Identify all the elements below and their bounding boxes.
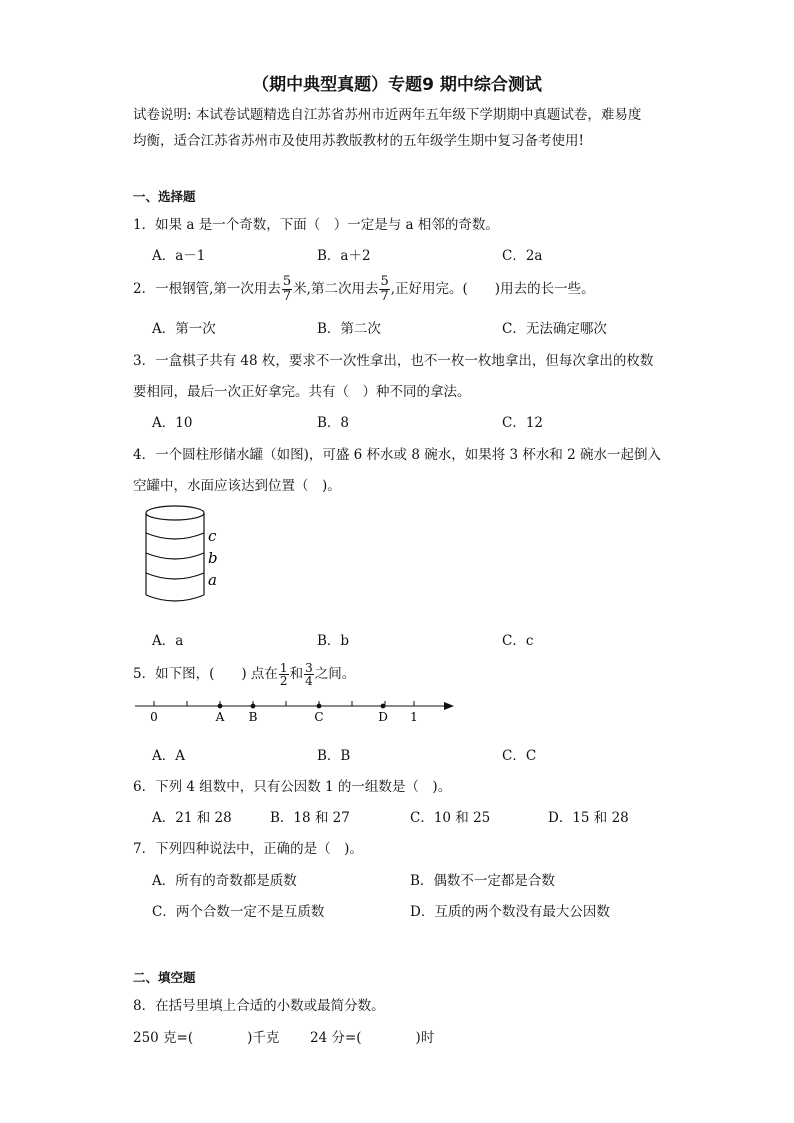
question-1: 1．如果 a 是一个奇数，下面（ ）一定是与 a 相邻的奇数。 [133,217,499,233]
q2-fraction-2-denominator: 7 [380,289,389,304]
q5-option-b[interactable]: B．B [317,748,351,764]
question-7: 7．下列四种说法中，正确的是（ )。 [133,841,363,857]
level-label-b: b [208,549,218,567]
q6-option-a[interactable]: A．21 和 28 [152,810,232,826]
q1-option-c[interactable]: C．2a [502,248,543,264]
q4-option-c[interactable]: C．c [502,633,534,649]
q7-option-c[interactable]: C．两个合数一定不是互质数 [152,904,325,920]
q2-option-c[interactable]: C．无法确定哪次 [502,321,607,337]
axis-label-a: A [215,710,225,724]
page-title: （期中典型真题）专题9 期中综合测试 [252,75,542,95]
point-d-dot [381,704,386,709]
q3-option-c[interactable]: C．12 [502,415,544,431]
q7-option-b[interactable]: B．偶数不一定都是合数 [410,873,555,889]
intro-line-1: 试卷说明: 本试卷试题精选自江苏省苏州市近两年五年级下学期期中真题试卷，难易度 [133,107,642,123]
q5-fraction-1-numerator: 1 [279,661,288,675]
question-3-line-1: 3．一盒棋子共有 48 枚，要求不一次性拿出，也不一枚一枚地拿出，但每次拿出的枚数 [133,353,654,369]
q5-option-a[interactable]: A．A [152,748,185,764]
q5-fraction-1-denominator: 2 [279,674,288,688]
q7-option-d[interactable]: D．互质的两个数没有最大公因数 [410,904,610,920]
q2-fraction-1-denominator: 7 [282,289,292,304]
q8-blank-2[interactable]: 24 分=( )时 [310,1030,435,1046]
q5-fraction-2 [304,662,314,687]
q5-text-part-1: 5．如下图，( ) 点在 [133,666,278,682]
intro-line-2: 均衡，适合江苏省苏州市及使用苏教版教材的五年级学生期中复习备考使用! [133,133,584,149]
q2-text-part-1: 2．一根钢管,第一次用去 [133,281,281,297]
q4-option-b[interactable]: B．b [317,633,350,649]
cylinder-level-line-b [146,553,204,559]
level-label-a: a [208,571,217,589]
section-heading-fill-blank: 二、填空题 [133,970,196,985]
question-2 [133,274,595,304]
q4-option-a[interactable]: A．a [152,633,184,649]
cylinder-top-ellipse [146,506,204,520]
q2-fraction-1-numerator: 5 [282,274,292,289]
q8-blank-1[interactable]: 250 克=( )千克 [133,1030,280,1046]
q2-fraction-2 [379,275,389,304]
point-a-dot [218,704,223,709]
q5-fraction-2-numerator: 3 [305,661,313,675]
cylinder-bottom-curve [146,595,204,601]
cylinder-level-line-c [146,533,204,539]
q1-option-b[interactable]: B．a＋2 [317,248,371,264]
question-6: 6．下列 4 组数中，只有公因数 1 的一组数是（ )。 [133,779,452,795]
level-label-c: c [208,527,217,545]
question-3-line-2: 要相同，最后一次正好拿完。共有（ ）种不同的拿法。 [133,384,471,400]
q5-text-part-2: 和 [289,666,304,682]
q2-text-part-2: 米,第二次用去 [293,281,379,297]
question-4-line-1: 4．一个圆柱形储水罐（如图)，可盛 6 杯水或 8 碗水，如果将 3 杯水和 2 碗水一起倒入 [133,447,662,463]
q2-fraction-1 [282,275,292,304]
point-c-dot [317,704,322,709]
axis-label-1: 1 [410,710,418,724]
q6-option-b[interactable]: B．18 和 27 [270,810,350,826]
q7-option-a[interactable]: A．所有的奇数都是质数 [152,873,297,889]
q3-option-b[interactable]: B．8 [317,415,350,431]
q2-option-b[interactable]: B．第二次 [317,321,381,337]
number-line-figure [130,695,460,725]
q3-option-a[interactable]: A．10 [152,415,193,431]
q2-text-part-3: ,正好用完。( )用去的长一些。 [390,281,595,297]
question-5 [133,659,355,689]
q5-option-c[interactable]: C．C [502,748,537,764]
q6-option-c[interactable]: C．10 和 25 [410,810,491,826]
cylinder-level-line-a [146,573,204,579]
section-heading-choice: 一、选择题 [133,189,196,204]
axis-label-0: 0 [150,710,158,724]
axis-label-c: C [314,710,324,724]
number-line-arrowhead [444,702,454,710]
q6-option-d[interactable]: D．15 和 28 [548,810,629,826]
q5-text-part-3: 之间。 [314,666,356,682]
question-4-line-2: 空罐中，水面应该达到位置（ )。 [133,478,341,494]
axis-label-d: D [378,710,388,724]
q2-option-a[interactable]: A．第一次 [152,321,216,337]
q5-fraction-2-denominator: 4 [305,674,313,688]
cylinder-tank-figure [140,503,230,609]
axis-label-b: B [248,710,258,724]
point-b-dot [251,704,256,709]
question-8: 8．在括号里填上合适的小数或最简分数。 [133,998,385,1014]
intro-text [133,102,673,154]
q2-fraction-2-numerator: 5 [380,274,389,289]
q1-option-a[interactable]: A．a－1 [152,248,206,264]
q5-fraction-1 [279,662,289,687]
